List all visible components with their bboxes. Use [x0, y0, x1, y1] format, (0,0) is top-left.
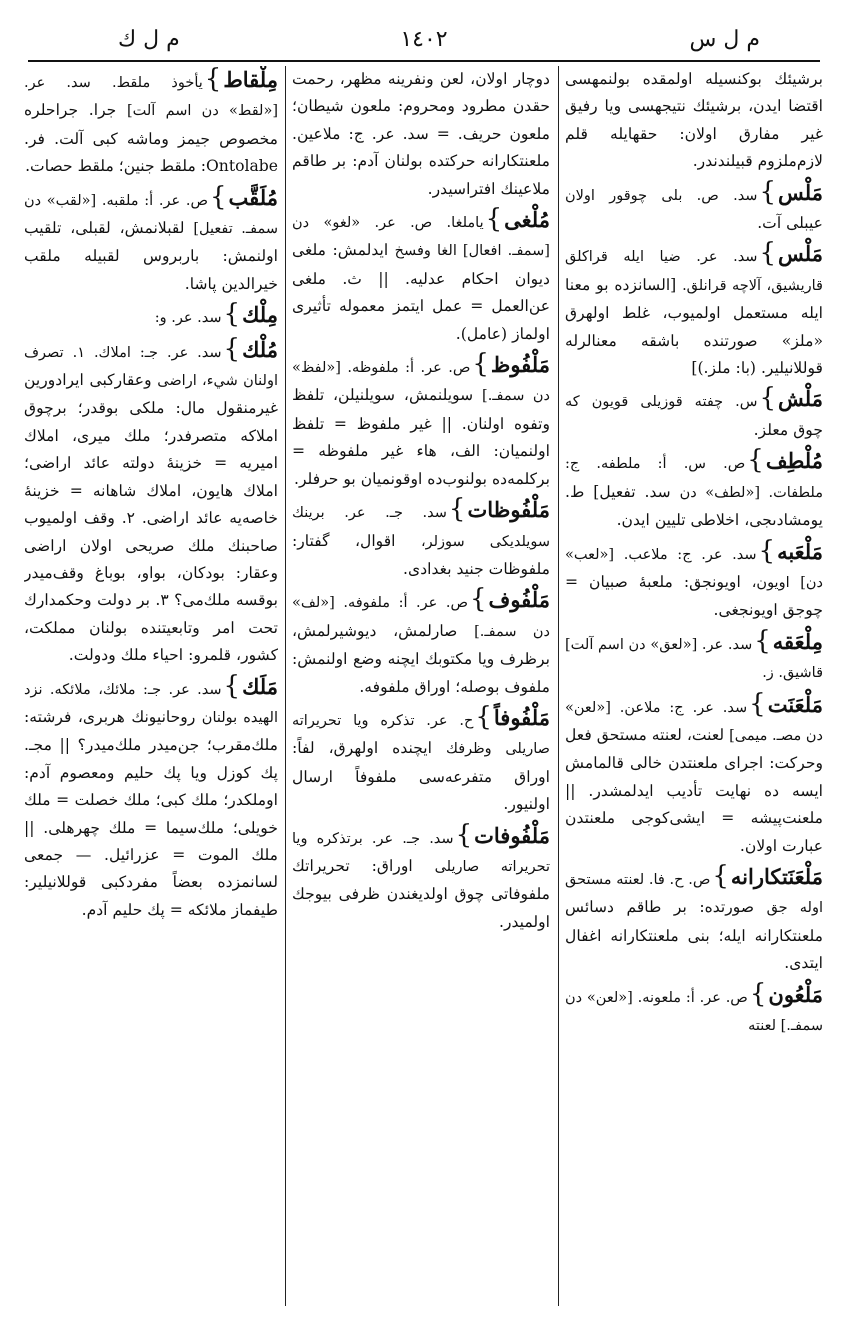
definition-text: ايچنده اولهرق، لفاً: اوراق متفرعه‌سى ملفوفاً ارسال اولنيور.	[292, 739, 550, 814]
grammar-note: ياملغا. ص. عر. «لغو» دن [سمفـ. افعال] الغا وفسخ	[292, 215, 550, 260]
dictionary-entry	[24, 670, 278, 925]
definition-text: صارلمش، ديوشيرلمش، برظرف ويا مكتوبك ايچنه وضع اولنمش: ملفوف بوصله؛ اوراق ملفوفه.	[292, 621, 550, 696]
dictionary-entry	[292, 819, 550, 937]
dictionary-entry	[292, 66, 550, 203]
dictionary-entry	[24, 301, 278, 332]
dictionary-entry	[292, 701, 550, 819]
definition-text: جرا. جراحلره مخصوص جيمز وماشه كبى آلت. فر. Ontolabe: ملقط جنين؛ ملقط حصات.	[24, 101, 278, 176]
definition-text: ايدلمش: ملغى ديوان احكام عدليه. || ث. ملغى عن‌العمل = عمل ايتمز معموله تأثيرى اولماز (عامل).	[292, 241, 550, 343]
definition-text: چوق معلز.	[753, 420, 823, 439]
headword: مِلْعَقه	[772, 628, 823, 654]
definition-text: اويونجق: ملعبهٔ صبيان = چوجق اويونجغى.	[565, 572, 823, 620]
headword: مَلْعَبه	[777, 538, 823, 564]
headword: مَلْفُوفات	[474, 822, 550, 848]
grammar-note: سد. جـ. عر. برتذكره ويا تحريراته صاريلى	[292, 830, 550, 875]
brace-glyph: }	[472, 349, 489, 380]
grammar-note: سد. عر. [«لعق» دن اسم آلت] قاشيق. ز.	[565, 636, 823, 682]
dictionary-entry	[292, 496, 550, 583]
grammar-note: سد. عر. و:	[154, 310, 222, 327]
headword: مَلْفُوظ	[490, 352, 550, 378]
headword: مَلْس	[778, 241, 823, 267]
grammar-note: ص. ح. فا. لعنته مستحق اوله جق	[565, 871, 823, 917]
headword: مَلْعُون	[768, 981, 823, 1007]
grammar-note: ص. عر. أ: ملقبه. [«لقب» دن سمفـ. تفعيل]	[24, 192, 278, 238]
dictionary-entry	[565, 385, 823, 444]
grammar-note: سد. عر. ضيا ايله قراكلق قاريشيق، آلاچه قرانلق.	[565, 249, 823, 294]
column-middle	[292, 66, 550, 1306]
grammar-note: سد. عر. ج: ملاعن. [«لعن» دن مصـ. ميمى]	[565, 699, 823, 744]
grammar-note: سد. عر. جـ: املاك. ١. تصرف اولنان شيء، اراضى	[24, 344, 278, 390]
brace-glyph: }	[485, 204, 503, 235]
definition-text: [السانزده بو معنا ايله مستعمل اولميوب، غلط اولهرق «ملز» صورتنده باشقه معنالرله قوللانيلير. (با: ملز.)]	[565, 275, 823, 378]
column-divider	[558, 66, 559, 1306]
grammar-note: سد. عر. ج: ملاعب. [«لعب» دن] اويون،	[565, 546, 823, 591]
definition-text: صورتده: بر طاقم دسائس ملعنتكارانه ايله؛ بنى ملعنتكارانه اغفال ايتدى.	[565, 898, 823, 973]
headword: مَلَك	[242, 673, 278, 699]
definition-text: لقبلانمش، لقبلى، تلقيب اولنمش: باربروس لقبيله ملقب خيرالدين پاشا.	[24, 219, 278, 293]
brace-glyph: }	[712, 860, 729, 891]
headword: مُلْغى	[504, 207, 550, 233]
grammar-note: ح. عر. تذكره ويا تحريراته صاريلى وظرفك	[292, 712, 550, 758]
definition-text: دوچار اولان، لعن ونفرينه مظهر، رحمت حقدن مطرود ومحروم: ملعون شيطان؛ ملعون حريف. = سد. عر. ج: ملاعين. ملعنتكارانه حركتده بولنان آدم: بر طاقم ملاعينك افتراسيدر.	[292, 70, 550, 198]
dictionary-entry	[565, 625, 823, 688]
grammar-note: ص. س. أ: ملطفه. ج: ملطفات. [«لطف» دن	[565, 456, 823, 501]
definition-text: برشيئك بوكنسيله اولمقده بولنمهسى اقتضا ايدن، برشيئك نتيجهسى ويا رفيق غير مفارق اولان: حقهايله قلم لازم‌ملزوم قبيلندندر.	[565, 70, 823, 171]
grammar-note: سد. عر. جـ: ملائك، ملائكه. نزد الهيده بولنان	[24, 681, 278, 726]
grammar-note: ص. عر. أ: ملفوظه. [«لفظ» دن سمفـ.]	[292, 360, 550, 405]
brace-glyph: }	[448, 494, 466, 525]
dictionary-entry	[565, 240, 823, 382]
brace-glyph: }	[210, 181, 227, 212]
header-rule	[28, 60, 820, 62]
headword: مَلْعَنَتكارانه	[730, 863, 823, 889]
definition-text: وعقاركبى ايرادورين غيرمنقول مال: ملكى بوقدر؛ برچوق املاكه متصرفدر؛ ملك ميرى، املاك اميريه = خزينهٔ دولته عائد اراضى؛ املاك هايون، املاك شاهانه = خزينهٔ خاصه‌يه عائد اراضى. ٢. وقف اولميوب صاحبنك ملك صريحى اولان اراضى وعقار: بودكان، بواو، بوباغ وقف‌ميدر بوقسه ملك‌مى؟ ٣. بر دولت وحكمدارك تحت امر وتابعيتنده بولنان مملكت، كشور، قلمرو: احياء ملك ودولت.	[24, 371, 278, 665]
headword: مَلْفُوظات	[467, 497, 550, 523]
brace-glyph: }	[204, 66, 222, 94]
column-right	[565, 66, 823, 1306]
dictionary-entry	[292, 351, 550, 493]
column-left	[24, 66, 278, 1306]
headword: مَلْفُوفاً	[493, 704, 550, 730]
page-number: ١٤٠٢	[400, 27, 448, 52]
dictionary-entry	[565, 66, 823, 176]
dictionary-entry	[565, 688, 823, 860]
dictionary-entry	[565, 978, 823, 1041]
grammar-note: ص. عر. أ: ملفوفه. [«لف» دن سمفـ.]	[292, 595, 550, 640]
header-left-keyword: م ل ك	[118, 27, 180, 52]
brace-glyph: }	[754, 625, 771, 656]
dictionary-entry	[565, 176, 823, 238]
dictionary-entry	[565, 447, 823, 534]
brace-glyph: }	[749, 688, 766, 719]
brace-glyph: }	[759, 383, 777, 414]
headword: مَلْفُوف	[488, 587, 550, 613]
brace-glyph: }	[470, 584, 487, 615]
dictionary-entry	[565, 860, 823, 978]
brace-glyph: }	[759, 176, 777, 207]
headword: مَلْعَنَت	[767, 691, 823, 717]
definition-text: لعنت، لعنته مستحق فعل وحركت: اجراى ملعنتدن خالى قالمامش ايسه ده نهايت تأديب ايدلمشدر. || ملعنت‌پيشه = ايشى‌كوجى ملعنتدن عبارت اولان.	[565, 725, 823, 855]
headword: مُلَقَّب	[228, 184, 278, 210]
brace-glyph: }	[747, 445, 764, 476]
column-divider	[285, 66, 286, 1306]
definition-text: سد. تفعيل] ط. يومشادىجى، اخلاطى تليين ايدن.	[565, 482, 823, 530]
headword: مَلْس	[778, 179, 823, 205]
definition-text: اقوال، گفتار: ملفوظات جنيد بغدادى.	[292, 531, 550, 578]
definition-text: اوراق: تحريراتك ملفوفاتى چوق اولديغندن ظرفى بيوجك اولميدر.	[292, 856, 550, 931]
definition-text: روحانيونك هربرى، فرشته: ملك‌مقرب؛ جن‌ميدر ملك‌ميدر؟ || مجـ. پك كوزل ويا پك حليم ومعصوم آدم: اوملكدر؛ ملك كبى؛ ملك خصلت = ملك خويلى؛ ملك‌سيما = ملك چهرهلى. || ملك الموت = عزرائيل. — جمعى لسانمزده بعضاً مفردكبى قوللانيلير: طيفماز ملائكه = پك حليم آدم.	[24, 707, 278, 919]
grammar-note: س. چفته قوزيلى قويون كه	[565, 394, 758, 411]
grammar-note: ص. عر. أ: ملعونه. [«لعن» دن سمفـ.] لعنته	[565, 989, 823, 1034]
definition-text: سويلنمش، سويلنيلن، تلفظ وتفوه اولنان. || غير ملفوظ = تلفظ اولنميان: الف، هاء غير ملفوظه = بركلمه‌ده بولنوب‌ده اوقونميان بو حرفلر.	[292, 386, 550, 488]
dictionary-entry	[565, 535, 823, 625]
grammar-note: سد. جـ. عر. برينك سويلديكى سوزلر،	[292, 505, 550, 550]
definition-text: عيبلى آت.	[757, 214, 823, 233]
grammar-note: يأخوذ ملقط. سد. عر. [«لقط» دن اسم آلت]	[24, 75, 278, 120]
grammar-note: سد. ص. بلى چوقور اولان	[565, 187, 758, 204]
brace-glyph: }	[223, 670, 241, 701]
dictionary-entry	[292, 586, 550, 701]
brace-glyph: }	[475, 701, 492, 732]
header-right-keyword: م ل س	[689, 27, 760, 52]
headword: مِلْك	[242, 302, 278, 328]
dictionary-entry	[24, 333, 278, 670]
dictionary-entry	[292, 206, 550, 348]
brace-glyph: }	[749, 978, 767, 1009]
dictionary-entry	[24, 66, 278, 181]
brace-glyph: }	[758, 535, 776, 566]
dictionary-entry	[24, 181, 278, 299]
headword: مَلْش	[778, 386, 823, 412]
brace-glyph: }	[223, 333, 241, 364]
headword: مُلْطِف	[765, 448, 823, 474]
brace-glyph: }	[759, 238, 777, 269]
brace-glyph: }	[455, 819, 473, 850]
headword: مِلْقاط	[223, 67, 278, 92]
brace-glyph: }	[223, 299, 241, 330]
headword: مُلْك	[242, 336, 278, 362]
